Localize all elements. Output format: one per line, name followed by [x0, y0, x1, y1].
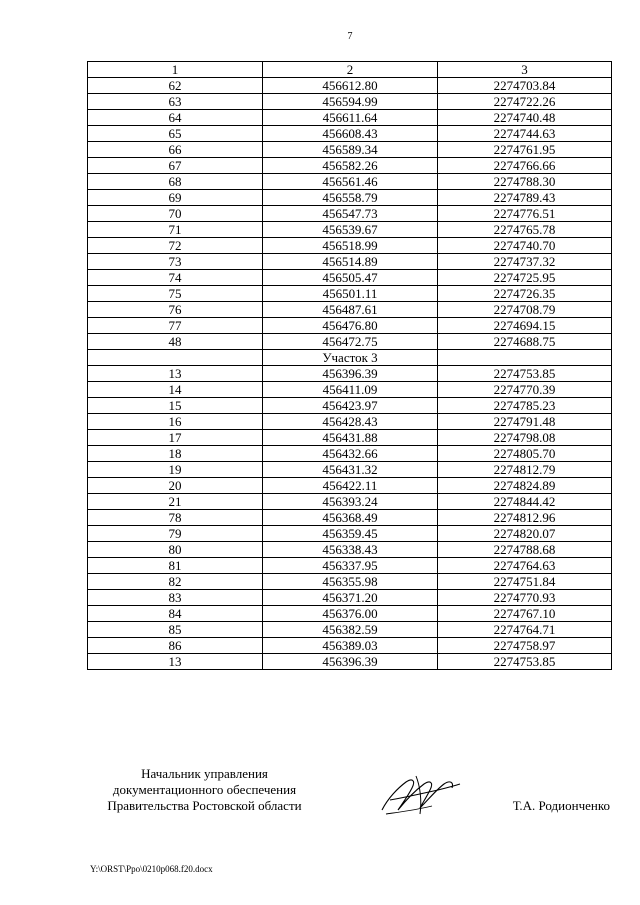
cell-y: 2274798.08: [438, 430, 612, 446]
cell-y: 2274694.15: [438, 318, 612, 334]
cell-x: 456359.45: [263, 526, 438, 542]
table-row: [88, 302, 612, 318]
cell-y: 2274788.68: [438, 542, 612, 558]
cell-point: 62: [88, 78, 263, 94]
cell-x: 456371.20: [263, 590, 438, 606]
cell-x: 456431.88: [263, 430, 438, 446]
cell-x: 456428.43: [263, 414, 438, 430]
table-row: [88, 398, 612, 414]
cell-point: 84: [88, 606, 263, 622]
cell-x: 456505.47: [263, 270, 438, 286]
cell-point: 85: [88, 622, 263, 638]
cell-y: 2274751.84: [438, 574, 612, 590]
signature-title-block: [82, 766, 327, 814]
cell-point: 72: [88, 238, 263, 254]
cell-point: 19: [88, 462, 263, 478]
cell-x: 456432.66: [263, 446, 438, 462]
cell-x: 456472.75: [263, 334, 438, 350]
table-row: [88, 494, 612, 510]
cell-y: 2274764.63: [438, 558, 612, 574]
cell-y: 2274764.71: [438, 622, 612, 638]
cell-y: 2274740.48: [438, 110, 612, 126]
cell-x: 456547.73: [263, 206, 438, 222]
cell-point: 20: [88, 478, 263, 494]
table-row: [88, 94, 612, 110]
cell-x: 456608.43: [263, 126, 438, 142]
cell-point: 80: [88, 542, 263, 558]
cell-y: 2274767.10: [438, 606, 612, 622]
table-row: [88, 366, 612, 382]
cell-x: 456338.43: [263, 542, 438, 558]
table-row: [88, 254, 612, 270]
cell-x: 456389.03: [263, 638, 438, 654]
cell-y: 2274812.96: [438, 510, 612, 526]
cell-point: 15: [88, 398, 263, 414]
cell-point: 21: [88, 494, 263, 510]
cell-x: 456355.98: [263, 574, 438, 590]
cell-x: 456518.99: [263, 238, 438, 254]
table-row: [88, 654, 612, 670]
table-row: [88, 126, 612, 142]
cell-y: 2274820.07: [438, 526, 612, 542]
cell-x: 456589.34: [263, 142, 438, 158]
cell-y: 2274744.63: [438, 126, 612, 142]
cell-y: 2274776.51: [438, 206, 612, 222]
table-row: [88, 558, 612, 574]
cell-point: 48: [88, 334, 263, 350]
cell-x: 456382.59: [263, 622, 438, 638]
cell-y: 2274725.95: [438, 270, 612, 286]
signature-title-line-2: документационного обеспечения: [112, 782, 297, 797]
cell-x: 456368.49: [263, 510, 438, 526]
cell-x: 456422.11: [263, 478, 438, 494]
cell-y: 2274770.93: [438, 590, 612, 606]
cell-point: 66: [88, 142, 263, 158]
cell-x: 456558.79: [263, 190, 438, 206]
header-cell-x: 2: [263, 62, 438, 78]
cell-y: 2274753.85: [438, 654, 612, 670]
cell-y: 2274791.48: [438, 414, 612, 430]
cell-x: 456501.11: [263, 286, 438, 302]
cell-y: 2274770.39: [438, 382, 612, 398]
cell-y: 2274703.84: [438, 78, 612, 94]
cell-point: 67: [88, 158, 263, 174]
cell-y: 2274708.79: [438, 302, 612, 318]
cell-point: 13: [88, 654, 263, 670]
table-row: [88, 638, 612, 654]
cell-x: 456612.80: [263, 78, 438, 94]
cell-y: 2274766.66: [438, 158, 612, 174]
table-row: [88, 510, 612, 526]
table-row: [88, 158, 612, 174]
cell-x: 456582.26: [263, 158, 438, 174]
cell-point: 69: [88, 190, 263, 206]
signer-name: Т.А. Родионченко: [512, 798, 610, 813]
cell-y: 2274788.30: [438, 174, 612, 190]
table-row: [88, 462, 612, 478]
signature-title-line-3: Правительства Ростовской области: [107, 798, 302, 813]
cell-y: 2274737.32: [438, 254, 612, 270]
cell-y: 2274688.75: [438, 334, 612, 350]
table-row: [88, 222, 612, 238]
cell-x: 456514.89: [263, 254, 438, 270]
cell-y: [438, 350, 612, 366]
cell-point: 83: [88, 590, 263, 606]
table-row: [88, 526, 612, 542]
table-row: [88, 478, 612, 494]
table-row: [88, 622, 612, 638]
cell-y: 2274761.95: [438, 142, 612, 158]
cell-y: 2274753.85: [438, 366, 612, 382]
cell-y: 2274785.23: [438, 398, 612, 414]
cell-point: 65: [88, 126, 263, 142]
cell-x: 456594.99: [263, 94, 438, 110]
table-row: [88, 286, 612, 302]
table-row: [88, 590, 612, 606]
signature-title-line-1: Начальник управления: [141, 766, 268, 781]
cell-x: 456423.97: [263, 398, 438, 414]
cell-point: 70: [88, 206, 263, 222]
cell-x: 456611.64: [263, 110, 438, 126]
cell-point: 86: [88, 638, 263, 654]
table-row: [88, 238, 612, 254]
file-path: Y:\ORST\Ppo\0210p068.f20.docx: [90, 864, 213, 874]
table-row: [88, 542, 612, 558]
cell-point: 79: [88, 526, 263, 542]
cell-y: 2274722.26: [438, 94, 612, 110]
cell-x: Участок 3: [263, 350, 438, 366]
table-row: [88, 78, 612, 94]
cell-y: 2274824.89: [438, 478, 612, 494]
table-row: [88, 334, 612, 350]
table-row: [88, 606, 612, 622]
cell-point: [88, 350, 263, 366]
cell-y: 2274740.70: [438, 238, 612, 254]
cell-x: 456487.61: [263, 302, 438, 318]
cell-y: 2274805.70: [438, 446, 612, 462]
coordinates-table: [87, 61, 612, 670]
table-row: [88, 430, 612, 446]
cell-x: 456396.39: [263, 366, 438, 382]
header-cell-y: 3: [438, 62, 612, 78]
cell-y: 2274758.97: [438, 638, 612, 654]
cell-y: 2274789.43: [438, 190, 612, 206]
cell-point: 68: [88, 174, 263, 190]
cell-x: 456539.67: [263, 222, 438, 238]
cell-point: 71: [88, 222, 263, 238]
table-row: [88, 574, 612, 590]
table-row: [88, 446, 612, 462]
cell-x: 456396.39: [263, 654, 438, 670]
cell-point: 76: [88, 302, 263, 318]
cell-y: 2274844.42: [438, 494, 612, 510]
cell-point: 64: [88, 110, 263, 126]
table-header-row: [88, 62, 612, 78]
cell-point: 14: [88, 382, 263, 398]
cell-x: 456476.80: [263, 318, 438, 334]
cell-point: 82: [88, 574, 263, 590]
coordinates-table-body: [88, 62, 612, 670]
table-row: [88, 318, 612, 334]
table-row: [88, 142, 612, 158]
page-number: 7: [347, 31, 353, 42]
cell-point: 74: [88, 270, 263, 286]
cell-x: 456337.95: [263, 558, 438, 574]
cell-point: 78: [88, 510, 263, 526]
cell-point: 73: [88, 254, 263, 270]
cell-x: 456376.00: [263, 606, 438, 622]
cell-y: 2274765.78: [438, 222, 612, 238]
cell-point: 77: [88, 318, 263, 334]
handwritten-signature: [376, 770, 466, 818]
header-cell-point: 1: [88, 62, 263, 78]
table-row: [88, 110, 612, 126]
cell-point: 81: [88, 558, 263, 574]
cell-x: 456393.24: [263, 494, 438, 510]
cell-x: 456411.09: [263, 382, 438, 398]
cell-y: 2274812.79: [438, 462, 612, 478]
cell-x: 456561.46: [263, 174, 438, 190]
cell-point: 13: [88, 366, 263, 382]
cell-point: 17: [88, 430, 263, 446]
table-row: [88, 414, 612, 430]
table-row: [88, 206, 612, 222]
table-row: [88, 382, 612, 398]
cell-x: 456431.32: [263, 462, 438, 478]
cell-point: 18: [88, 446, 263, 462]
table-row: [88, 190, 612, 206]
cell-point: 16: [88, 414, 263, 430]
cell-point: 75: [88, 286, 263, 302]
table-row: [88, 270, 612, 286]
table-row: [88, 174, 612, 190]
table-row: [88, 350, 612, 366]
cell-point: 63: [88, 94, 263, 110]
cell-y: 2274726.35: [438, 286, 612, 302]
